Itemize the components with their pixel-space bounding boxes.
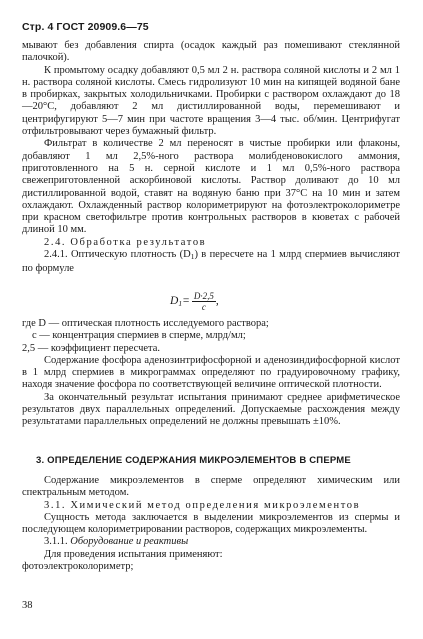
text-span: 2.4.1. Оптическую плотность (D	[44, 249, 191, 261]
paragraph: Содержание фосфора аденозинтрифосфорной и аденозиндифосфорной кислот в 1 млрд спермиев в микрограммах определяют по градуировочному графику, находя значение фосфора по соответствующей величине оптической плотности.	[22, 354, 400, 391]
text-block-top	[22, 40, 400, 276]
paragraph: Содержание микроэлементов в сперме определяют химическим или спектральным методом.	[22, 475, 400, 499]
section-title: 3. ОПРЕДЕЛЕНИЕ СОДЕРЖАНИЯ МИКРОЭЛЕМЕНТОВ В СПЕРМЕ	[36, 455, 351, 466]
formula-lhs: D	[170, 295, 179, 308]
paragraph: фотоэлектроколориметр;	[22, 561, 134, 573]
paragraph: мывают без добавления спирта (осадок каждый раз помешивают стеклянной палочкой).	[22, 40, 400, 64]
formula-subscript: 1	[178, 299, 183, 309]
paragraph	[22, 536, 400, 548]
paragraph: К промытому осадку добавляют 0,5 мл 2 н. раствора соляной кислоты и 2 мл 1 н. раствора соляной кислоты. Смесь гидролизуют 10 мин на кипящей водяной бане в пробирках, закрытых холодильничками. Пробирки с раствором охлаждают до 18—20°С, добавляют 2 мл дистиллированной воды, перемешивают и центрифугируют 5—7 мин при частоте вращения 3—4 тыс. об/мин. Центрифугат отфильтровывают через бумажный фильтр.	[22, 64, 400, 138]
legend-line: c — концентрация спермиев в сперме, млрд/мл;	[32, 330, 246, 342]
formula-comma: ,	[215, 295, 219, 308]
subsection-heading: 2.4. Обработка результатов	[44, 236, 207, 248]
text-span: ) в пересчете на 1 млрд спермиев вычисляют по формуле	[22, 249, 400, 275]
fraction-numerator: D·2,5	[193, 291, 214, 301]
paragraph: За окончательный результат испытания принимают среднее арифметическое результатов двух параллельных определений. Допускаемые расхождения между результатами параллельных определений не должны превышать ±10%.	[22, 391, 400, 428]
subscript: 1	[190, 252, 195, 262]
fraction-denominator: c	[201, 302, 206, 312]
formula-equals: =	[182, 295, 190, 308]
page-number: 38	[22, 600, 33, 611]
subsection-heading: 3.1. Химический метод определения микроэлементов	[44, 499, 361, 511]
text-block-section3	[22, 475, 400, 573]
formula-fraction	[192, 291, 216, 312]
page-header: Стр. 4 ГОСТ 20909.6—75	[22, 21, 149, 33]
paragraph: Фильтрат в количестве 2 мл переносят в чистые пробирки или флаконы, добавляют 1 мл 2,5%-ного раствора молибденовокислого аммония, приготовленного на 5 н. серной кислоте и 1 мл 0,5%-ного раствора свежеприготовленной аскорбиновой кислоты. Раствор доливают до 10 мл дистиллированной водой, ставят на водяную баню при 37°С на 10 мин и затем охлаждают. Охлажденный раствор колориметрируют на фотоэлектроколориметре при красном светофильтре против контрольных растворов в кюветах с рабочей длиной 10 мм.	[22, 138, 400, 236]
item-heading: Оборудование и реактивы	[70, 536, 189, 548]
text-block-middle	[22, 318, 400, 429]
paragraph: Для проведения испытания применяют:	[44, 548, 223, 560]
item-number: 3.1.1.	[44, 536, 68, 548]
legend-line: где D — оптическая плотность исследуемого раствора;	[22, 318, 269, 329]
paragraph: Сущность метода заключается в выделении микроэлементов из спермы и последующем колориметрировании растворов, содержащих микроэлементы.	[22, 511, 400, 536]
legend-line: 2,5 — коэффициент пересчета.	[22, 342, 161, 354]
paragraph	[22, 249, 400, 276]
formula	[170, 291, 219, 312]
